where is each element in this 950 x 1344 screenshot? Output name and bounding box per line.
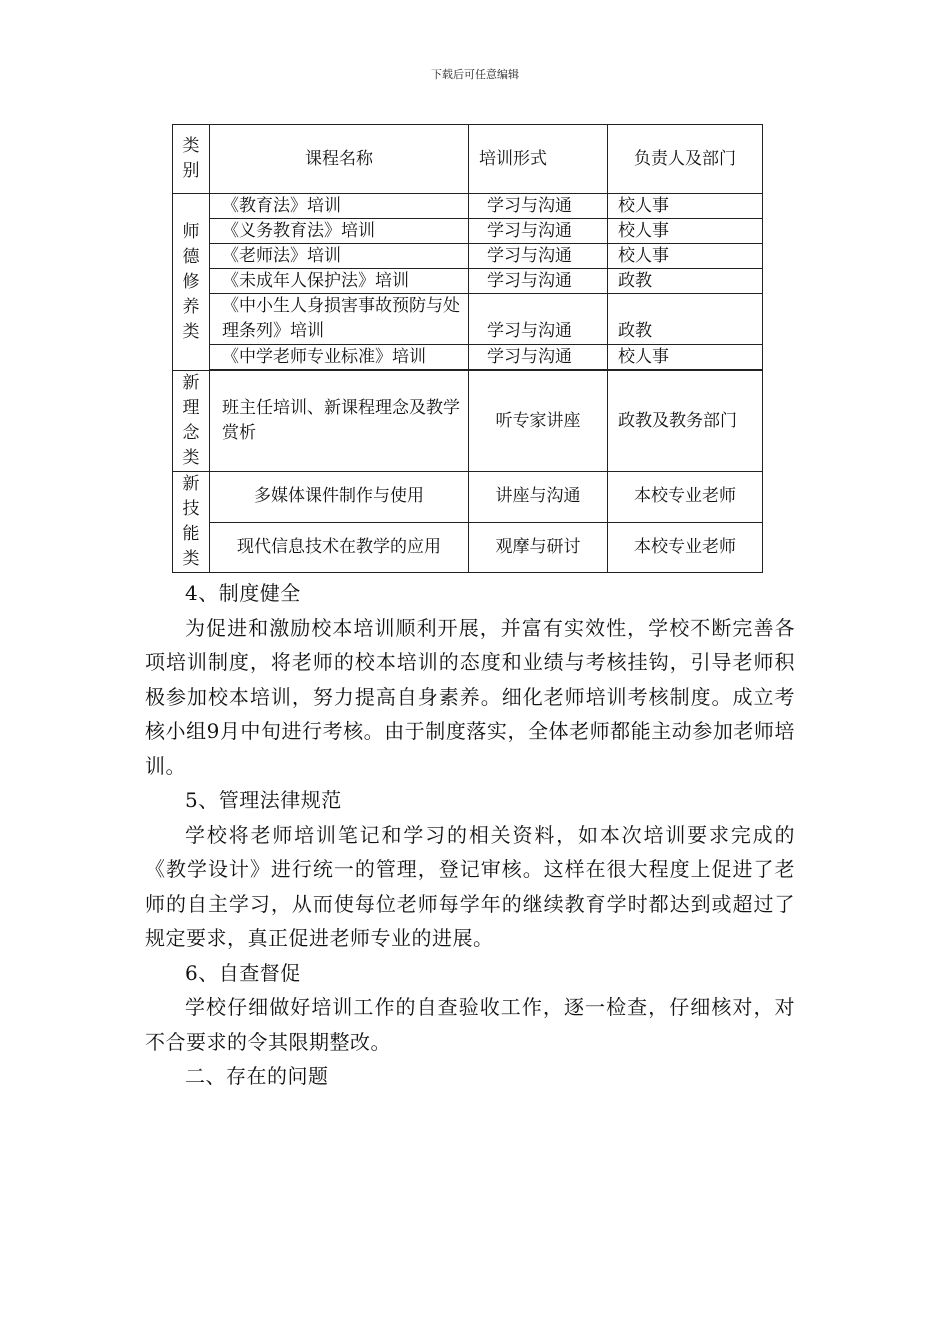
table-row <box>173 294 763 345</box>
category-new-skill: 新技能类 <box>173 472 210 573</box>
owner: 校人事 <box>608 244 763 269</box>
course-name: 现代信息技术在教学的应用 <box>210 522 469 573</box>
owner: 政教 <box>608 294 763 345</box>
category-new-concept: 新理念类 <box>173 371 210 472</box>
table-header-row <box>173 125 763 194</box>
paragraph: 学校仔细做好培训工作的自查验收工作，逐一检查，仔细核对，对不合要求的令其限期整改。 <box>145 995 795 1054</box>
owner: 本校专业老师 <box>608 522 763 573</box>
training-form: 学习与沟通 <box>469 244 608 269</box>
training-form: 听专家讲座 <box>469 371 608 472</box>
course-table <box>172 124 763 573</box>
header-course-name: 课程名称 <box>210 125 469 194</box>
header-category: 类别 <box>173 125 210 194</box>
owner: 政教 <box>608 269 763 294</box>
course-name: 《教育法》培训 <box>210 194 469 219</box>
table-row <box>173 269 763 294</box>
table-row <box>173 522 763 573</box>
course-name: 班主任培训、新课程理念及教学赏析 <box>210 371 469 472</box>
training-form: 学习与沟通 <box>469 269 608 294</box>
table-row <box>173 194 763 219</box>
training-form: 观摩与研讨 <box>469 522 608 573</box>
section-heading: 4、制度健全 <box>185 581 301 605</box>
section-heading: 二、存在的问题 <box>185 1064 329 1088</box>
training-form: 学习与沟通 <box>469 345 608 370</box>
owner: 政教及教务部门 <box>608 371 763 472</box>
page-header: 下载后可任意编辑 <box>431 68 519 81</box>
course-name: 《义务教育法》培训 <box>210 219 469 244</box>
course-name: 《未成年人保护法》培训 <box>210 269 469 294</box>
table-row <box>173 345 763 370</box>
section-heading: 6、自查督促 <box>185 960 301 985</box>
section-heading: 5、管理法律规范 <box>185 788 342 812</box>
training-form: 学习与沟通 <box>469 194 608 219</box>
paragraph: 为促进和激励校本培训顺利开展，并富有实效性，学校不断完善各项培训制度，将老师的校本培训的态度和业绩与考核挂钩，引导老师积极参加校本培训，努力提高自身素养。细化老师培训考核制度。成立考核小组9月中旬进行考核。由于制度落实，全体老师都能主动参加老师培训。 <box>145 615 795 778</box>
table-row <box>173 219 763 244</box>
training-form: 讲座与沟通 <box>469 472 608 523</box>
owner: 校人事 <box>608 345 763 370</box>
course-name: 《中学老师专业标准》培训 <box>210 345 469 370</box>
owner: 校人事 <box>608 194 763 219</box>
owner: 校人事 <box>608 219 763 244</box>
paragraph: 学校将老师培训笔记和学习的相关资料，如本次培训要求完成的《教学设计》进行统一的管理，登记审核。这样在很大程度上促进了老师的自主学习，从而使每位老师每学年的继续教育学时都达到或超过了规定要求，真正促进老师专业的进展。 <box>145 822 795 950</box>
header-training-form: 培训形式 <box>469 125 608 194</box>
table-row <box>173 472 763 523</box>
body-text <box>145 576 795 1094</box>
training-form: 学习与沟通 <box>469 294 608 345</box>
category-ethics: 师德修养类 <box>173 194 210 371</box>
table-row <box>173 371 763 472</box>
header-owner: 负责人及部门 <box>608 125 763 194</box>
course-name: 《中小生人身损害事故预防与处理条列》培训 <box>210 294 469 345</box>
owner: 本校专业老师 <box>608 472 763 523</box>
table-row <box>173 244 763 269</box>
training-form: 学习与沟通 <box>469 219 608 244</box>
course-name: 多媒体课件制作与使用 <box>210 472 469 523</box>
course-name: 《老师法》培训 <box>210 244 469 269</box>
